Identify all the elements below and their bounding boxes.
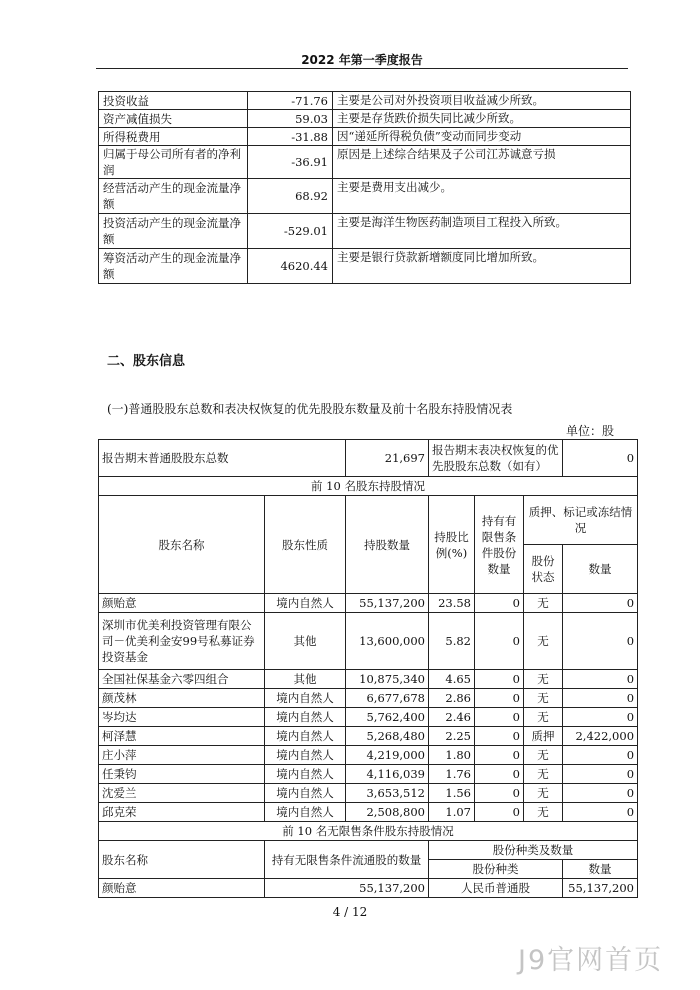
shareholder-name: 柯泽慧: [99, 727, 265, 746]
shareholder-restricted: 0: [475, 746, 524, 765]
shareholder-pledge-qty: 0: [563, 689, 638, 708]
shareholder-row: [99, 727, 638, 746]
changes-row: [99, 146, 631, 179]
shareholder-ratio: 5.82: [429, 613, 475, 670]
shareholder-pledge-qty: 0: [563, 613, 638, 670]
shareholder-row: [99, 765, 638, 784]
shareholder-pledge-qty: 0: [563, 784, 638, 803]
total-value: 21,697: [346, 440, 429, 477]
col-ratio: 持股比例(%): [429, 496, 475, 594]
shareholder-status: 无: [524, 613, 563, 670]
shareholder-restricted: 0: [475, 765, 524, 784]
shareholder-restricted: 0: [475, 803, 524, 822]
change-item: 经营活动产生的现金流量净额: [99, 179, 248, 214]
change-reason: 主要是存货跌价损失同比减少所致。: [333, 110, 631, 128]
changes-row: [99, 92, 631, 110]
pref-label: 报告期末表决权恢复的优先股股东总数（如有）: [429, 440, 563, 477]
shareholder-nature: 境内自然人: [265, 727, 346, 746]
shareholder-nature: 境内自然人: [265, 746, 346, 765]
total-label: 报告期末普通股股东总数: [99, 440, 346, 477]
change-reason: 主要是海洋生物医药制造项目工程投入所致。: [333, 214, 631, 249]
shareholder-name: 庄小萍: [99, 746, 265, 765]
shareholder-ratio: 4.65: [429, 670, 475, 689]
shareholder-restricted: 0: [475, 594, 524, 613]
shareholder-pledge-qty: 0: [563, 708, 638, 727]
shareholder-pledge-qty: 0: [563, 765, 638, 784]
col-pledge-group: 质押、标记或冻结情况: [524, 496, 638, 545]
change-value: -71.76: [248, 92, 333, 110]
change-item: 资产减值损失: [99, 110, 248, 128]
shareholder-row: [99, 594, 638, 613]
change-value: 59.03: [248, 110, 333, 128]
shareholder-status: 无: [524, 803, 563, 822]
change-item: 投资活动产生的现金流量净额: [99, 214, 248, 249]
pref-value: 0: [563, 440, 638, 477]
shareholder-restricted: 0: [475, 727, 524, 746]
shareholder-status: 无: [524, 784, 563, 803]
shareholder-name: 全国社保基金六零四组合: [99, 670, 265, 689]
changes-row: [99, 249, 631, 284]
shareholder-shares: 10,875,340: [346, 670, 429, 689]
shareholder-shares: 3,653,512: [346, 784, 429, 803]
header-rule: [96, 68, 628, 69]
shareholder-ratio: 2.46: [429, 708, 475, 727]
shareholder-nature: 境内自然人: [265, 765, 346, 784]
shareholder-ratio: 1.07: [429, 803, 475, 822]
change-reason: 主要是费用支出减少。: [333, 179, 631, 214]
shareholder-status: 质押: [524, 727, 563, 746]
shareholder-shares: 4,219,000: [346, 746, 429, 765]
shareholder-restricted: 0: [475, 689, 524, 708]
shareholder-nature: 其他: [265, 613, 346, 670]
change-reason: 主要是银行贷款新增额度同比增加所致。: [333, 249, 631, 284]
unrestricted-header-row: [99, 841, 638, 860]
shareholder-ratio: 1.80: [429, 746, 475, 765]
subsection-title: (一)普通股股东总数和表决权恢复的优先股股东数量及前十名股东持股情况表: [107, 402, 513, 416]
change-item: 筹资活动产生的现金流量净额: [99, 249, 248, 284]
shareholder-shares: 6,677,678: [346, 689, 429, 708]
shareholder-restricted: 0: [475, 784, 524, 803]
change-item: 归属于母公司所有者的净利润: [99, 146, 248, 179]
col-shares: 持股数量: [346, 496, 429, 594]
col-restricted: 持有有限售条件股份数量: [475, 496, 524, 594]
shareholder-name: 颜茂林: [99, 689, 265, 708]
change-reason: 主要是公司对外投资项目收益减少所致。: [333, 92, 631, 110]
col-pledge-status: 股份状态: [524, 545, 563, 594]
shareholder-shares: 4,116,039: [346, 765, 429, 784]
shareholder-row: [99, 784, 638, 803]
shareholder-shares: 5,762,400: [346, 708, 429, 727]
col-pledge-qty: 数量: [563, 545, 638, 594]
shareholder-name: 邱克荣: [99, 803, 265, 822]
change-item: 所得税费用: [99, 128, 248, 146]
shareholder-ratio: 1.76: [429, 765, 475, 784]
unrestricted-title: 前 10 名无限售条件股东持股情况: [99, 822, 638, 841]
changes-table: [98, 91, 631, 284]
shareholder-row: [99, 689, 638, 708]
col-name: 股东名称: [99, 496, 265, 594]
shareholder-name: 沈爱兰: [99, 784, 265, 803]
shareholder-nature: 境内自然人: [265, 708, 346, 727]
unrestricted-type: 人民币普通股: [429, 879, 563, 898]
shareholder-shares: 2,508,800: [346, 803, 429, 822]
shareholder-ratio: 2.25: [429, 727, 475, 746]
unit-label: 单位：股: [566, 424, 615, 438]
section-title: 二、股东信息: [107, 354, 186, 369]
shareholder-name: 任秉钧: [99, 765, 265, 784]
unrestricted-qty: 55,137,200: [265, 879, 429, 898]
change-value: -36.91: [248, 146, 333, 179]
shareholder-row: [99, 708, 638, 727]
unrestricted-name: 颜贻意: [99, 879, 265, 898]
change-value: 68.92: [248, 179, 333, 214]
shareholder-nature: 境内自然人: [265, 784, 346, 803]
shareholder-status: 无: [524, 689, 563, 708]
ucol-type-group: 股份种类及数量: [429, 841, 638, 860]
shareholder-pledge-qty: 0: [563, 746, 638, 765]
change-reason: 原因是上述综合结果及子公司江苏诚意亏损: [333, 146, 631, 179]
shareholder-restricted: 0: [475, 613, 524, 670]
shareholder-shares: 55,137,200: [346, 594, 429, 613]
unrestricted-amount: 55,137,200: [563, 879, 638, 898]
shareholder-pledge-qty: 0: [563, 594, 638, 613]
shareholder-restricted: 0: [475, 708, 524, 727]
changes-row: [99, 128, 631, 146]
changes-row: [99, 214, 631, 249]
watermark-logo: J9官网首页: [518, 945, 664, 976]
shareholder-shares: 5,268,480: [346, 727, 429, 746]
change-reason: 因“递延所得税负债”变动而同步变动: [333, 128, 631, 146]
shareholder-row: [99, 746, 638, 765]
shareholder-total-row: [99, 440, 638, 477]
shareholder-pledge-qty: 0: [563, 670, 638, 689]
ucol-name: 股东名称: [99, 841, 265, 879]
shareholder-row: [99, 803, 638, 822]
shareholder-restricted: 0: [475, 670, 524, 689]
ucol-qty: 持有无限售条件流通股的数量: [265, 841, 429, 879]
shareholder-status: 无: [524, 594, 563, 613]
report-header: 2022 年第一季度报告: [301, 53, 423, 67]
shareholder-nature: 境内自然人: [265, 803, 346, 822]
changes-row: [99, 179, 631, 214]
change-value: -31.88: [248, 128, 333, 146]
shareholder-name: 深圳市优美利投资管理有限公司－优美利金安99号私募证券投资基金: [99, 613, 265, 670]
shareholder-ratio: 1.56: [429, 784, 475, 803]
top10-title: 前 10 名股东持股情况: [99, 477, 638, 496]
shareholder-ratio: 2.86: [429, 689, 475, 708]
shareholder-name: 颜贻意: [99, 594, 265, 613]
ucol-amount: 数量: [563, 860, 638, 879]
shareholder-nature: 境内自然人: [265, 594, 346, 613]
changes-row: [99, 110, 631, 128]
shareholder-nature: 其他: [265, 670, 346, 689]
top10-header-row: [99, 496, 638, 545]
change-value: 4620.44: [248, 249, 333, 284]
shareholder-status: 无: [524, 765, 563, 784]
shareholder-status: 无: [524, 670, 563, 689]
page-number: 4 / 12: [332, 905, 368, 919]
col-nature: 股东性质: [265, 496, 346, 594]
shareholder-name: 岑均达: [99, 708, 265, 727]
change-value: -529.01: [248, 214, 333, 249]
shareholder-row: [99, 613, 638, 670]
shareholder-shares: 13,600,000: [346, 613, 429, 670]
shareholder-nature: 境内自然人: [265, 689, 346, 708]
shareholder-row: [99, 670, 638, 689]
shareholder-pledge-qty: 0: [563, 803, 638, 822]
shareholder-status: 无: [524, 746, 563, 765]
shareholder-pledge-qty: 2,422,000: [563, 727, 638, 746]
shareholders-table: [98, 439, 638, 898]
change-item: 投资收益: [99, 92, 248, 110]
shareholder-ratio: 23.58: [429, 594, 475, 613]
unrestricted-row: [99, 879, 638, 898]
ucol-type: 股份种类: [429, 860, 563, 879]
shareholder-status: 无: [524, 708, 563, 727]
